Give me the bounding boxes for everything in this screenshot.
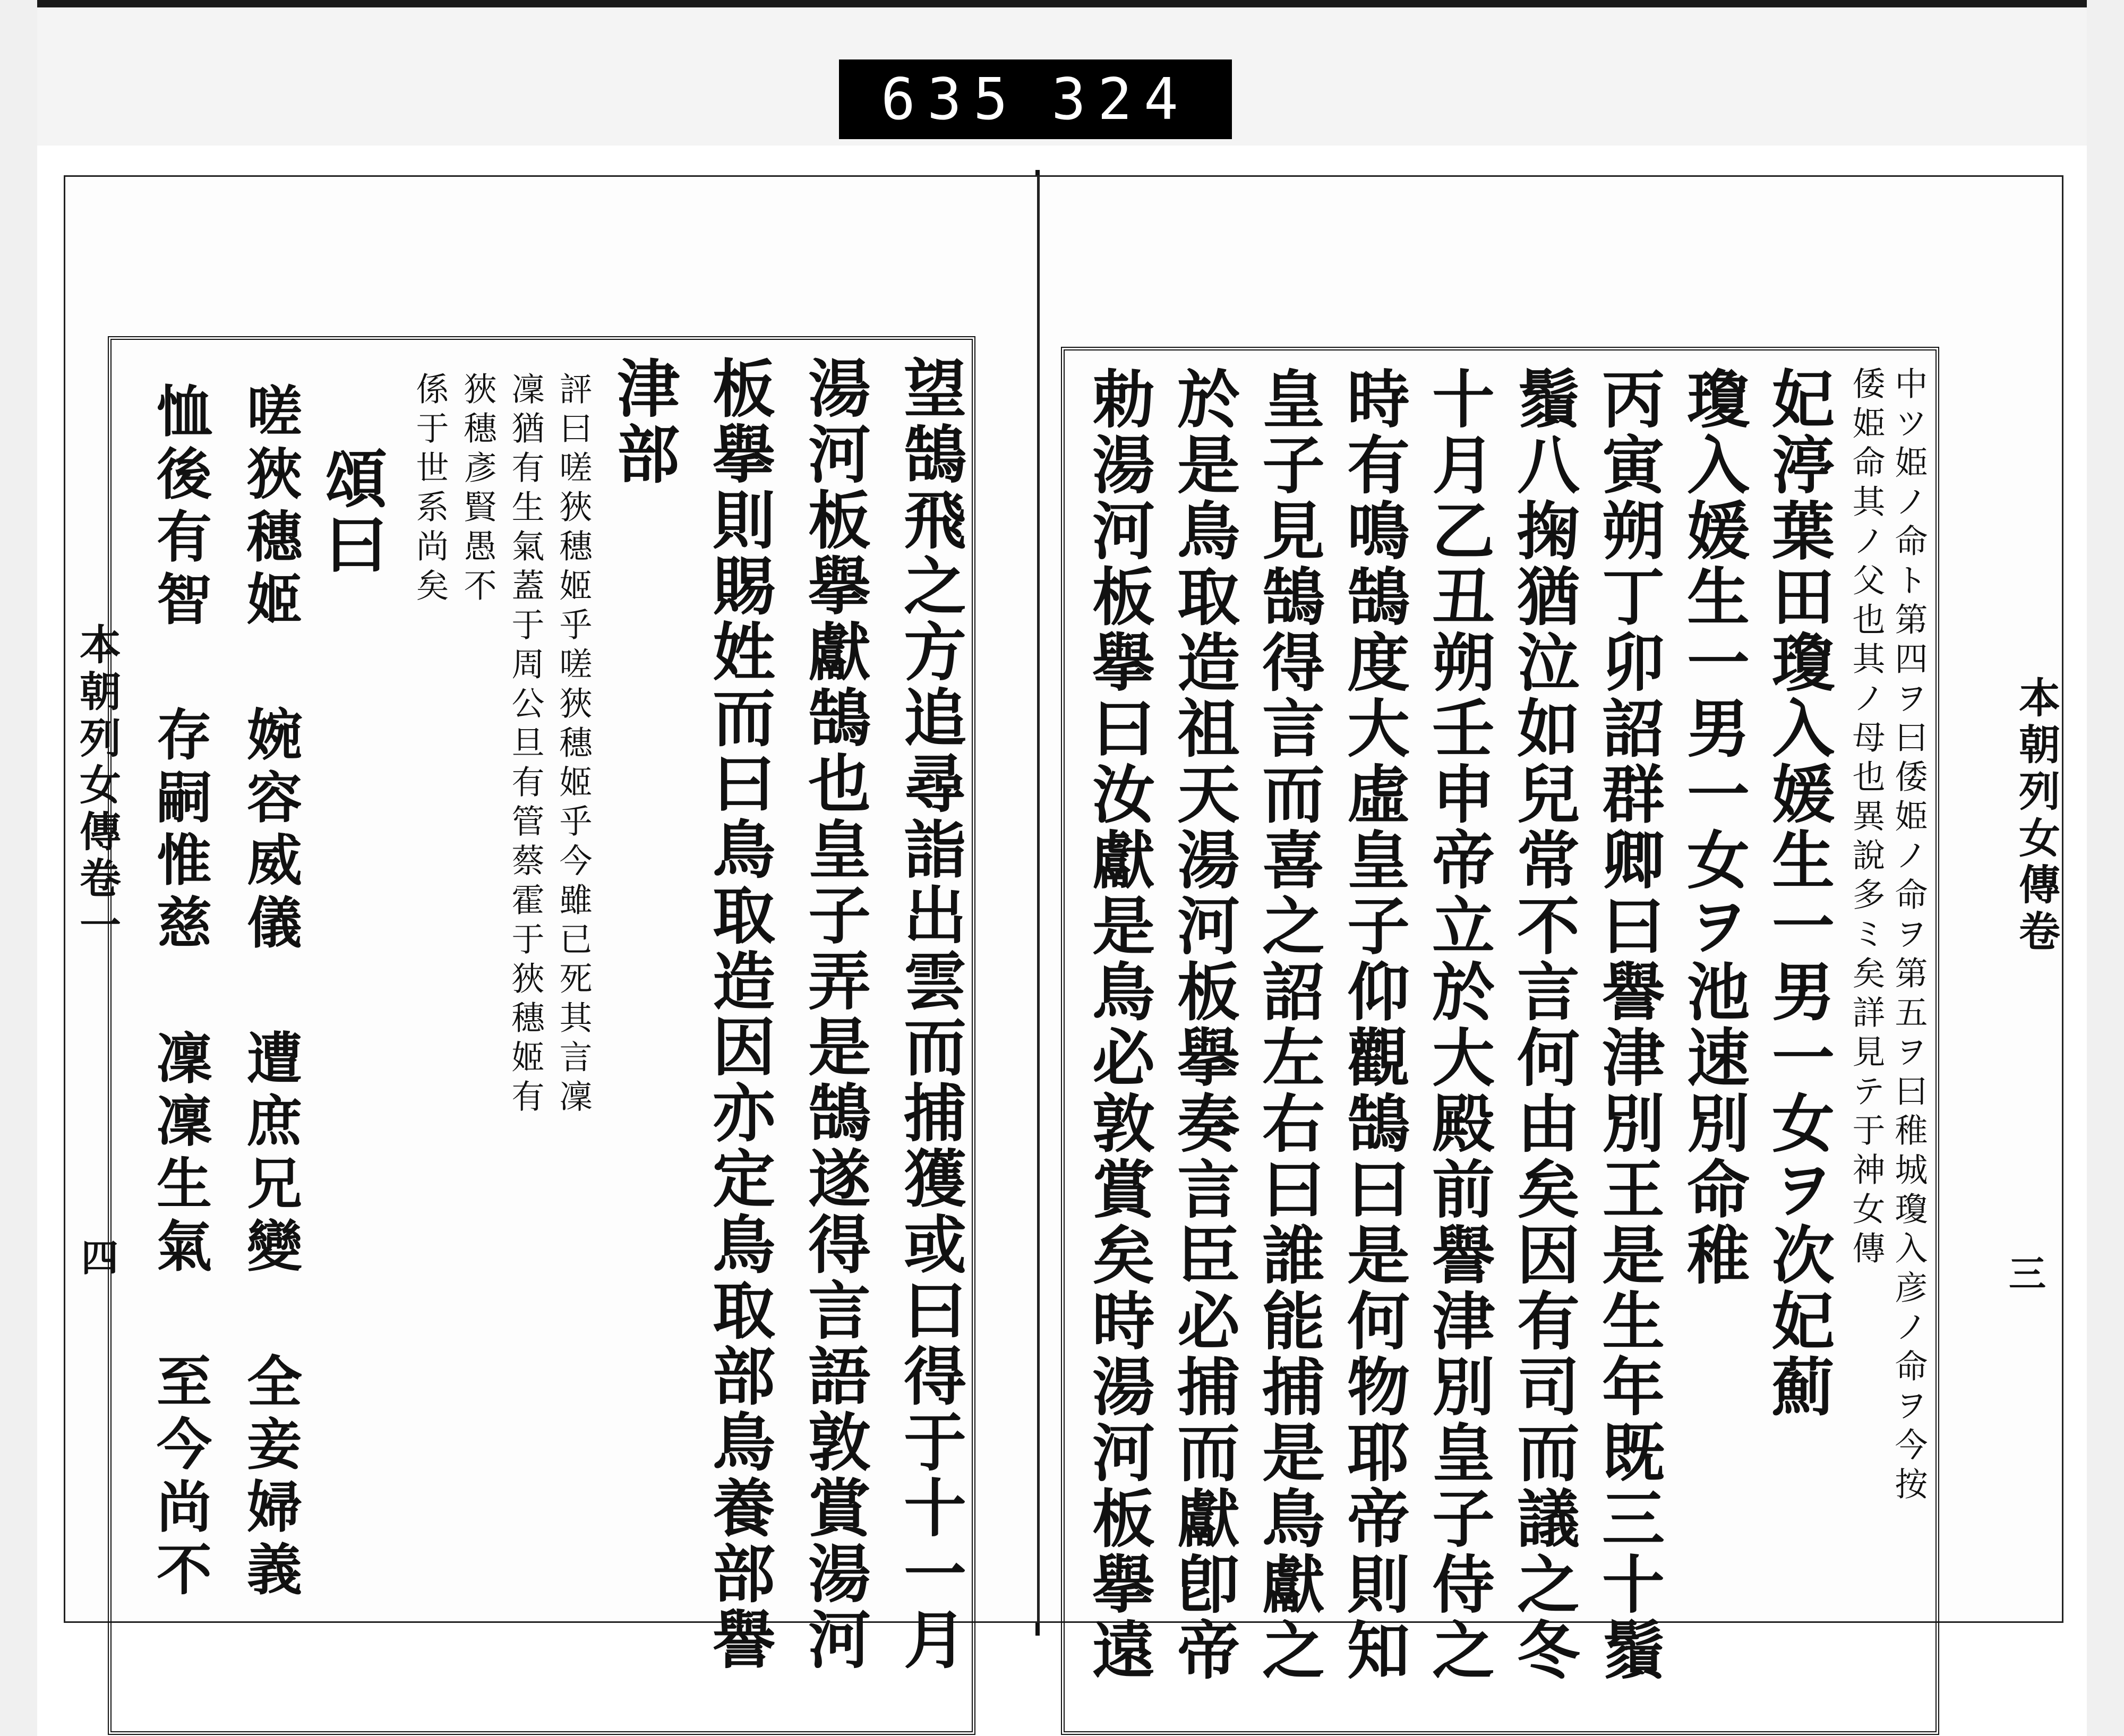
top-border <box>0 0 2124 7</box>
catalog-number-right: 324 <box>1051 66 1191 133</box>
ode-column: 嗟狹穗姬 婉容威儀 遭庶兄變 全妾婦義 <box>237 382 303 1603</box>
ode-heading: 頌曰 <box>314 446 388 578</box>
text-column: 板擧則賜姓而曰鳥取造因亦定鳥取部鳥養部譽 <box>702 356 776 1673</box>
left-margin-page: 四 <box>81 1236 118 1280</box>
text-column: 湯河板擧獻鵠也皇子弄是鵠遂得言語敦賞湯河 <box>798 356 871 1673</box>
text-column: 望鵠飛之方追尋詣出雲而捕獲或曰得于十一月 <box>893 356 967 1673</box>
right-text-frame <box>1061 347 1939 1735</box>
right-gutter <box>2087 0 2124 1736</box>
text-column: 瓊入媛生一男一女ヲ池速別命稚 <box>1676 366 1750 1288</box>
text-column: 勅湯河板擧曰汝獻是鳥必敦賞矣時湯河板擧遠 <box>1082 366 1155 1683</box>
catalog-label <box>839 59 1232 139</box>
text-column: 丙寅朔丁卯詔群卿曰譽津別王是生年既三十鬚 <box>1591 366 1665 1683</box>
left-text-frame <box>108 336 975 1735</box>
text-column: 皇子見鵠得言而喜之詔左右曰誰能捕是鳥獻之 <box>1252 366 1325 1683</box>
commentary-column: 評曰嗟狹穗姬乎嗟狹穗姬乎今雖已死其言凜 <box>554 372 593 1118</box>
right-margin-page: 三 <box>2009 1252 2046 1296</box>
text-column: 津部 <box>606 356 680 488</box>
text-column: 十月乙丑朔壬申帝立於大殿前譽津別皇子侍之 <box>1421 366 1495 1683</box>
text-column: 妃渟葉田瓊入媛生一男一女ヲ次妃薊 <box>1761 366 1835 1420</box>
commentary-column: 係于世系尚矣 <box>410 372 449 608</box>
ode-column: 恤後有智 存嗣惟慈 凜凜生氣 至今尚不 <box>147 382 212 1603</box>
left-gutter <box>0 0 37 1736</box>
left-margin-title: 本朝列女傳卷一 <box>73 623 121 950</box>
commentary-column: 倭姫命其ノ父也其ノ母也異說多ミ矣詳見テ于神女傳 <box>1847 366 1886 1270</box>
text-column: 於是鳥取造祖天湯河板擧奏言臣必捕而獻卽帝 <box>1167 366 1240 1683</box>
commentary-column: 中ツ姫ノ命ト第四ヲ曰倭姫ノ命ヲ第五ヲ曰稚城瓊入彦ノ命ヲ今按 <box>1889 366 1928 1506</box>
catalog-number-left: 635 <box>880 66 1020 133</box>
text-column: 鬚八掬猶泣如兒常不言何由矣因有司而議之冬 <box>1506 366 1580 1683</box>
commentary-column: 狹穗彥賢愚不 <box>458 372 497 608</box>
left-page <box>64 175 1039 1673</box>
text-column: 時有鳴鵠度大虛皇子仰觀鵠曰是何物耶帝則知 <box>1337 366 1410 1683</box>
right-margin-title: 本朝列女傳卷 <box>2012 676 2060 956</box>
right-page <box>1038 175 2063 1683</box>
commentary-column: 凜猶有生氣蓋于周公旦有管蔡霍于狹穗姬有 <box>506 372 545 1118</box>
